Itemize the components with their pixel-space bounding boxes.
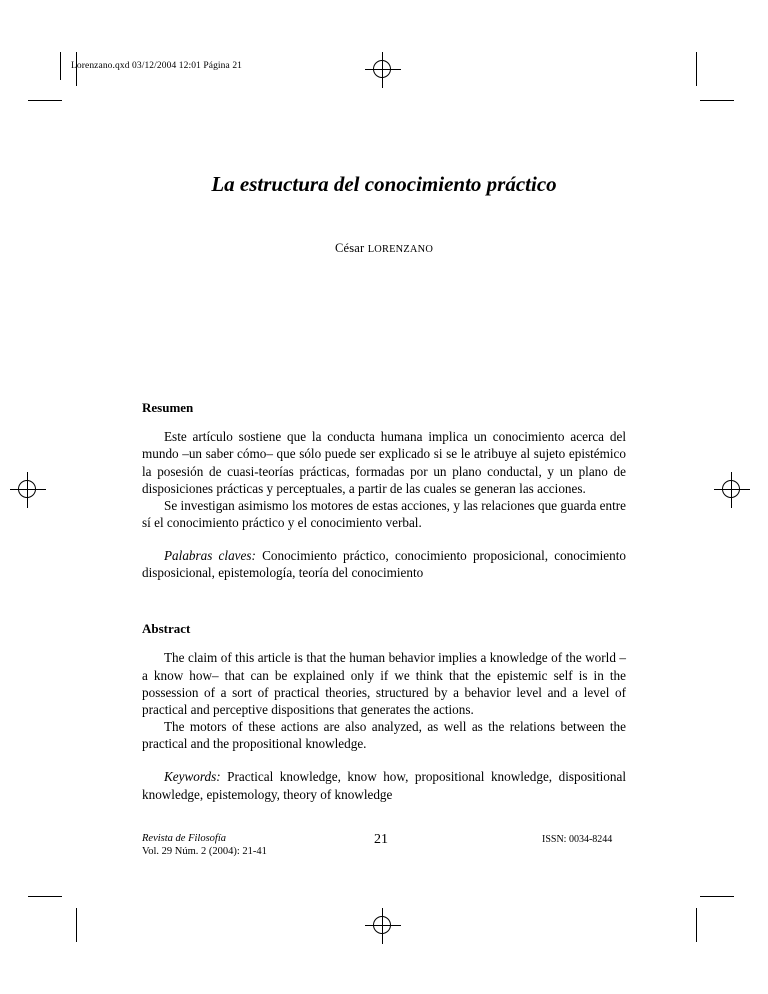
palabras-claves-label: Palabras claves: [164,548,256,564]
keywords-paragraph [142,768,626,802]
slug-rule [60,52,61,80]
crop-mark-top-left-horizontal [28,100,62,101]
author-first-name: César [334,241,368,256]
registration-mark-right [714,472,750,508]
abstract-heading: Abstract [142,621,191,637]
footer-issn: ISSN: 0034-8244 [542,834,613,845]
slug-text: Lorenzano.qxd 03/12/2004 12:01 Página 21 [71,61,243,71]
crop-mark-bottom-right-vertical [696,908,697,942]
author-line [142,241,626,256]
crop-mark-top-right-horizontal [700,100,734,101]
registration-mark-left [10,472,46,508]
crop-mark-top-right-vertical [696,52,697,86]
crop-mark-bottom-right-horizontal [700,896,734,897]
keywords-label: Keywords: [164,769,221,785]
footer-journal-title: Revista de Filosofía [142,833,226,844]
keywords-text: Practical knowledge, know how, propositional knowledge, dispositional knowledge, epistemology, theory of knowledge [142,769,626,802]
resumen-heading: Resumen [142,400,194,416]
footer-page-number: 21 [374,832,388,847]
crop-mark-bottom-left-horizontal [28,896,62,897]
abstract-paragraph-2: The motors of these actions are also analyzed, as well as the relations between the practical and the propositional knowledge. [142,719,626,752]
palabras-claves-text: Conocimiento práctico, conocimiento proposicional, conocimiento disposicional, epistemología, teoría del conocimiento [142,548,627,581]
author-last-name: LORENZANO [367,244,434,256]
palabras-claves-paragraph [142,547,626,581]
abstract-paragraph-1: The claim of this article is that the human behavior implies a knowledge of the world –a know how– that can be explained only if we think that the epistemic self is in the possession of a sort of practical theories, structured by a behavior level and a level of practical and perceptive dispositions that generates the actions. [142,650,626,717]
footer-journal-block [142,832,267,858]
crop-mark-bottom-left-vertical [76,908,77,942]
page-title: La estructura del conocimiento práctico [211,172,557,196]
page-content [142,0,626,803]
resumen-paragraph-2: Se investigan asimismo los motores de estas acciones, y las relaciones que guarda entre sí el conocimiento práctico y el conocimiento verbal. [142,497,626,530]
registration-mark-bottom [365,908,401,944]
resumen-paragraph-1: Este artículo sostiene que la conducta humana implica un conocimiento acerca del mundo –un saber cómo– que sólo puede ser explicado si se le atribuye al sujeto epistémico la posesión de cuasi-teorías prácticas, formadas por un plano conductal, y un plano de disposiciones prácticas y perceptuales, a partir de las cuales se generan las acciones. [142,429,626,496]
footer-volume-info: Vol. 29 Núm. 2 (2004): 21-41 [142,846,267,858]
